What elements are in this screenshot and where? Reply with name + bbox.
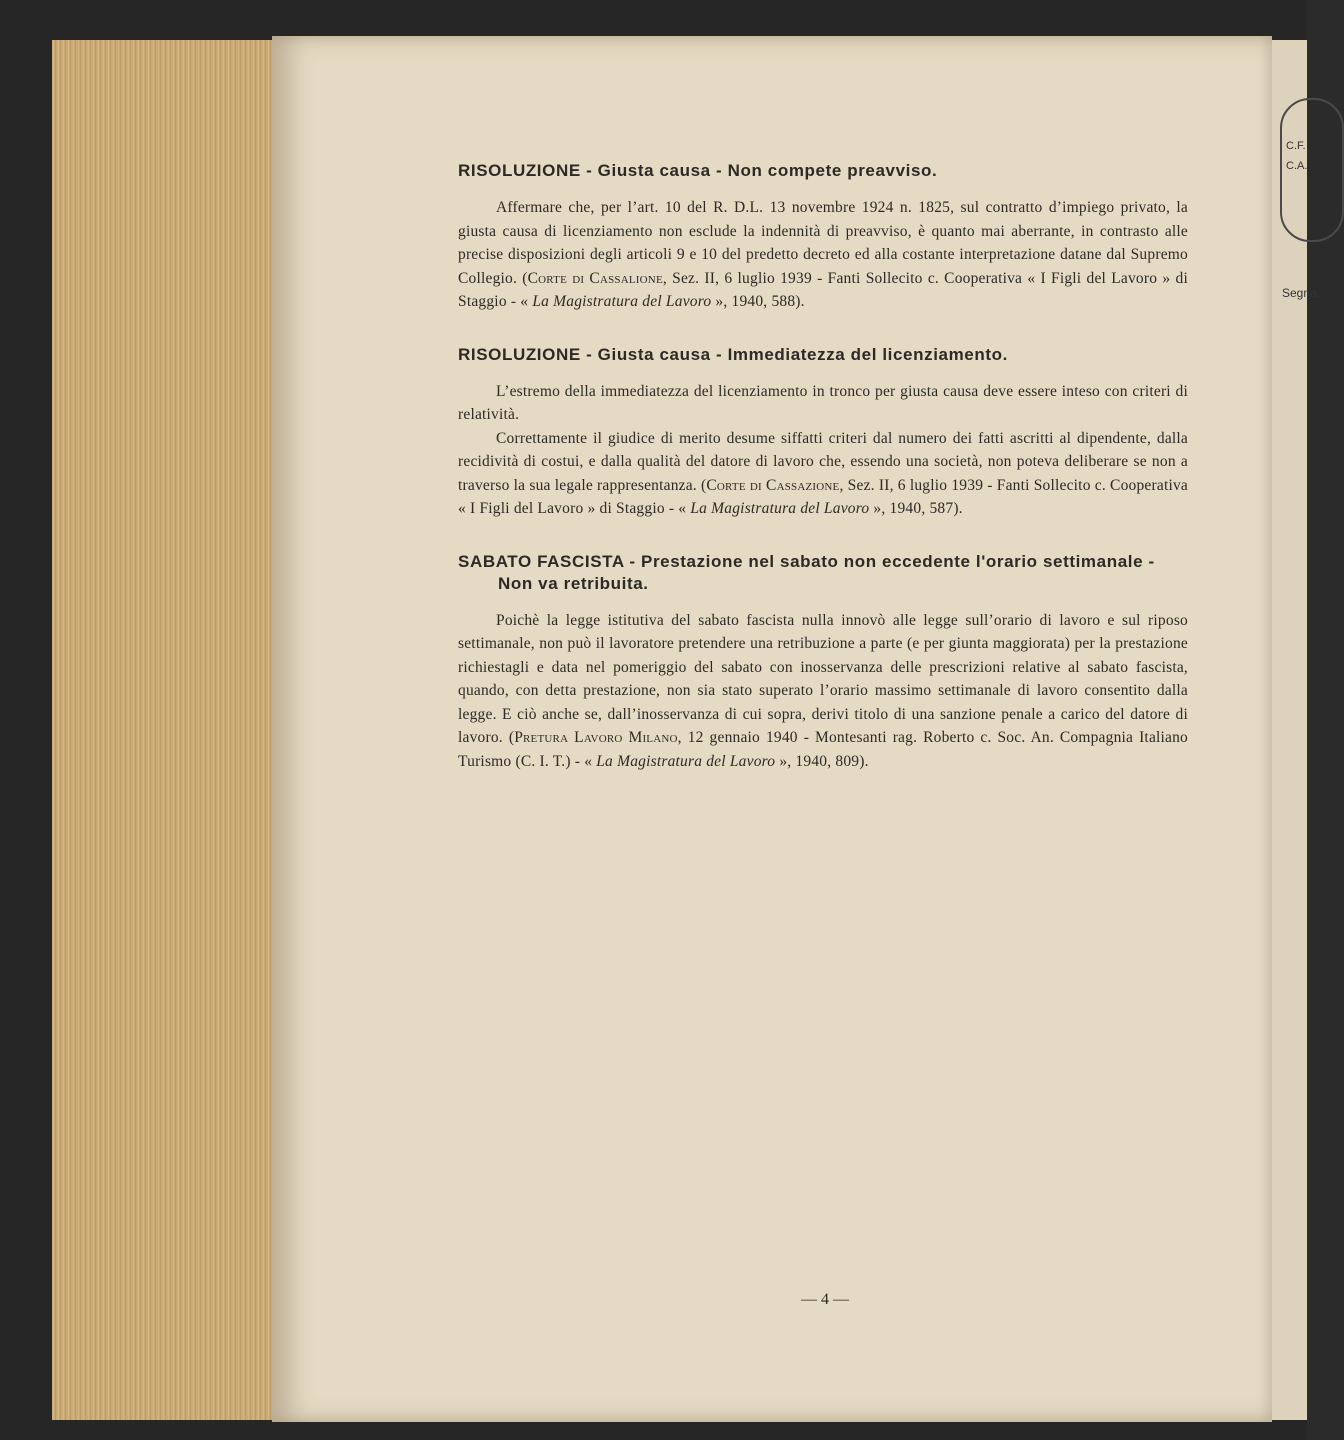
section-paragraph: Poichè la legge istitutiva del sabato fascista nulla innovò alle legge sull’orario di lavoro e sul riposo settimanale, non può il lavoratore pretendere una retribuzione a parte (e per giunta maggiorata) per la prestazione richiestagli e data nel pomeriggio del sabato con inosservanza delle prescrizioni relative al sabato fascista, quando, con detta prestazione, non sia stato superato l’orario massimo settimanale di lavoro consentito dalla legge. E ciò anche se, dall’inosservanza di cui sopra, derivi titolo di una sanzione penale a carico del datore di lavoro. (Pretura Lavoro Milano, 12 gennaio 1940 - Montesanti rag. Roberto c. Soc. An. Compagnia Italiano Turismo (C. I. T.) - « La Magistratura del Lavoro », 1940, 809).	[458, 611, 1189, 770]
section-risoluzione-immediatezza	[458, 344, 1188, 521]
section-heading: RISOLUZIONE - Giusta causa - Immediatezza del licenziamento.	[458, 344, 1008, 364]
page-number: — 4 —	[801, 1291, 849, 1308]
section-heading: RISOLUZIONE - Giusta causa - Non compete preavviso.	[458, 161, 938, 180]
page-content	[458, 160, 1188, 803]
section-paragraph: Affermare che, per l’art. 10 del R. D.L. 13 novembre 1924 n. 1825, sul contratto d’impiego privato, la giusta causa di licenziamento non esclude la indennità di preavviso, è quanto mai aberrante, in contrasto alle precise disposizioni degli articoli 9 e 10 del predetto decreto ed alla costante interpretazione datane dal Supremo Collegio. (Corte di Cassalione, Sez. II, 6 luglio 1939 - Fanti Sollecito c. Cooperativa « I Figli del Lavoro » di Staggio - « La Magistratura del Lavoro », 1940, 588).	[458, 199, 1188, 310]
side-label: Segna	[1282, 286, 1317, 300]
section-risoluzione-preavviso	[458, 160, 1188, 314]
page-edges	[52, 40, 276, 1420]
section-paragraph: Correttamente il giudice di merito desume siffatti criteri dal numero dei fatti ascritti al dipendente, dalla recidività di costui, e dalla qualità del datore di lavoro che, essendo una società, non poteva deliberare se non a traverso la sua legale rappresentanza. (Corte di Cassazione, Sez. II, 6 luglio 1939 - Fanti Sollecito c. Cooperativa « I Figli del Lavoro » di Staggio - « La Magistratura del Lavoro », 1940, 587).	[458, 429, 1188, 517]
stamp-text: C.F. C.A.	[1286, 140, 1308, 172]
section-heading: SABATO FASCISTA - Prestazione nel sabato non eccedente l'orario settimanale - Non va retribuita.	[458, 551, 1155, 593]
section-paragraph: L’estremo della immediatezza del licenziamento in tronco per giusta causa deve essere inteso con criteri di relatività.	[458, 382, 1188, 423]
section-sabato-fascista	[458, 551, 1188, 774]
right-page-edge	[1272, 40, 1317, 1420]
